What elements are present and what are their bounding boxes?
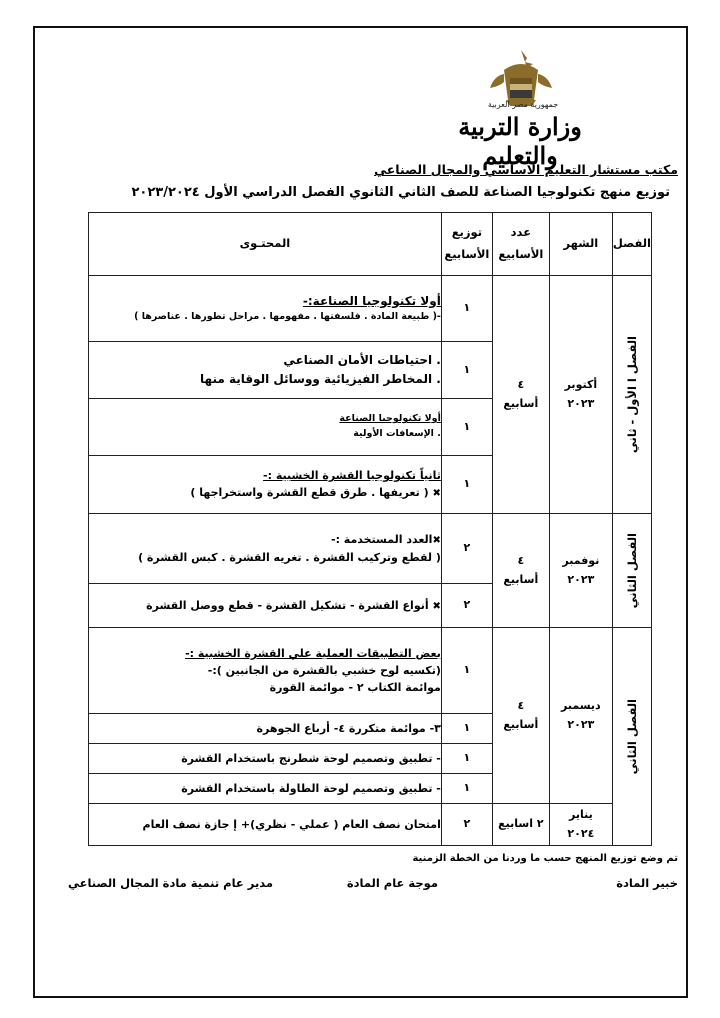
- republic-caption: جمهورية مصر العربية: [487, 100, 559, 109]
- distribution-cell: ١: [441, 628, 492, 714]
- distribution-cell: ٢: [441, 804, 492, 846]
- distribution-cell: ١: [441, 456, 492, 514]
- term-cell: الفصل الثاني: [612, 514, 651, 628]
- distribution-cell: ١: [441, 744, 492, 774]
- header-month: الشهر: [549, 213, 612, 276]
- content-cell: ٣- موائمة متكررة ٤- أرباع الجوهرة: [89, 714, 442, 744]
- table-row: [89, 804, 652, 846]
- header-weeks: عدد الأسابيع: [492, 213, 549, 276]
- content-cell: . احتياطات الأمان الصناعي . المخاطر الفيزيائية ووسائل الوقاية منها: [89, 342, 442, 399]
- weeks-cell: ٤ أسابيع: [492, 514, 549, 628]
- curriculum-table: [88, 212, 652, 846]
- ministry-logo-text: وزارة التربية والتعليم: [458, 112, 582, 170]
- content-cell: ✖ أنواع القشرة - تشكيل القشرة - قطع ووصل القشرة: [89, 584, 442, 628]
- weeks-cell: ٢ اسابيع: [492, 804, 549, 846]
- footer-note: تم وضع توزيع المنهج حسب ما وردنا من الخطة الزمنية: [412, 853, 678, 864]
- distribution-cell: ١: [441, 714, 492, 744]
- content-cell: أولا تكنولوجيا الصناعة . الإسعافات الأولية: [89, 399, 442, 456]
- content-cell: - تطبيق وتصميم لوحة الطاولة باستخدام القشرة: [89, 774, 442, 804]
- x-mark-icon: ✖: [432, 488, 441, 500]
- weeks-cell: ٤ أسابيع: [492, 276, 549, 514]
- distribution-cell: ١: [441, 276, 492, 342]
- signature-director: مدير عام تنمية مادة المجال الصناعي: [68, 876, 274, 890]
- term-cell: الفصل الثاني: [612, 628, 651, 846]
- table-row: [89, 514, 652, 584]
- month-cell: يناير ٢٠٢٤: [549, 804, 612, 846]
- content-cell: أولا تكنولوجيا الصناعة:- -( طبيعة المادة . فلسفتها . مفهومها . مراحل تطورها . عناصرها ): [89, 276, 442, 342]
- weeks-cell: ٤ أسابيع: [492, 628, 549, 804]
- header-term: الفصل: [612, 213, 651, 276]
- table-row: [89, 628, 652, 714]
- office-name: مكتب مستشار التعليم الاساسي والمجال الصناعي: [374, 162, 678, 177]
- distribution-cell: ٢: [441, 514, 492, 584]
- x-mark-icon: ✖: [432, 535, 441, 547]
- distribution-cell: ١: [441, 399, 492, 456]
- table-row: [89, 276, 652, 342]
- month-cell: نوفمبر ٢٠٢٣: [549, 514, 612, 628]
- x-mark-icon: ✖: [432, 600, 441, 612]
- header-content: المحتـوى: [89, 213, 442, 276]
- plan-title: توزيع منهج تكنولوجيا الصناعة للصف الثاني الثانوي الفصل الدراسي الأول ٢٠٢٣/٢٠٢٤: [131, 185, 670, 200]
- month-cell: ديسمبر ٢٠٢٣: [549, 628, 612, 804]
- table-header-row: [89, 213, 652, 276]
- signature-expert: خبير المادة: [616, 876, 678, 890]
- content-cell: ثانياً تكنولوجيا القشرة الخشبية :- ✖ ( تعريفها . طرق قطع القشرة واستخراجها ): [89, 456, 442, 514]
- term-cell: الفصل ا الأول - ثاني: [612, 276, 651, 514]
- content-cell: - تطبيق وتصميم لوحة شطرنج باستخدام القشرة: [89, 744, 442, 774]
- content-cell: امتحان نصف العام ( عملي - نظري)+ إ جازة نصف العام: [89, 804, 442, 846]
- signature-supervisor: موجة عام المادة: [346, 876, 438, 890]
- content-cell: بعض التطبيقات العملية علي القشرة الخشبية :- (تكسيه لوح خشبي بالقشرة من الجانبين ):- موائمة الكتاب ٢ - موائمة القورة: [89, 628, 442, 714]
- header-distribution: توزيع الأسابيع: [441, 213, 492, 276]
- month-cell: أكتوبر ٢٠٢٣: [549, 276, 612, 514]
- distribution-cell: ٢: [441, 584, 492, 628]
- distribution-cell: ١: [441, 774, 492, 804]
- content-cell: ✖العدد المستخدمة :- ( لقطع وتركيب القشرة . تغريه القشرة . كبس القشرة ): [89, 514, 442, 584]
- distribution-cell: ١: [441, 342, 492, 399]
